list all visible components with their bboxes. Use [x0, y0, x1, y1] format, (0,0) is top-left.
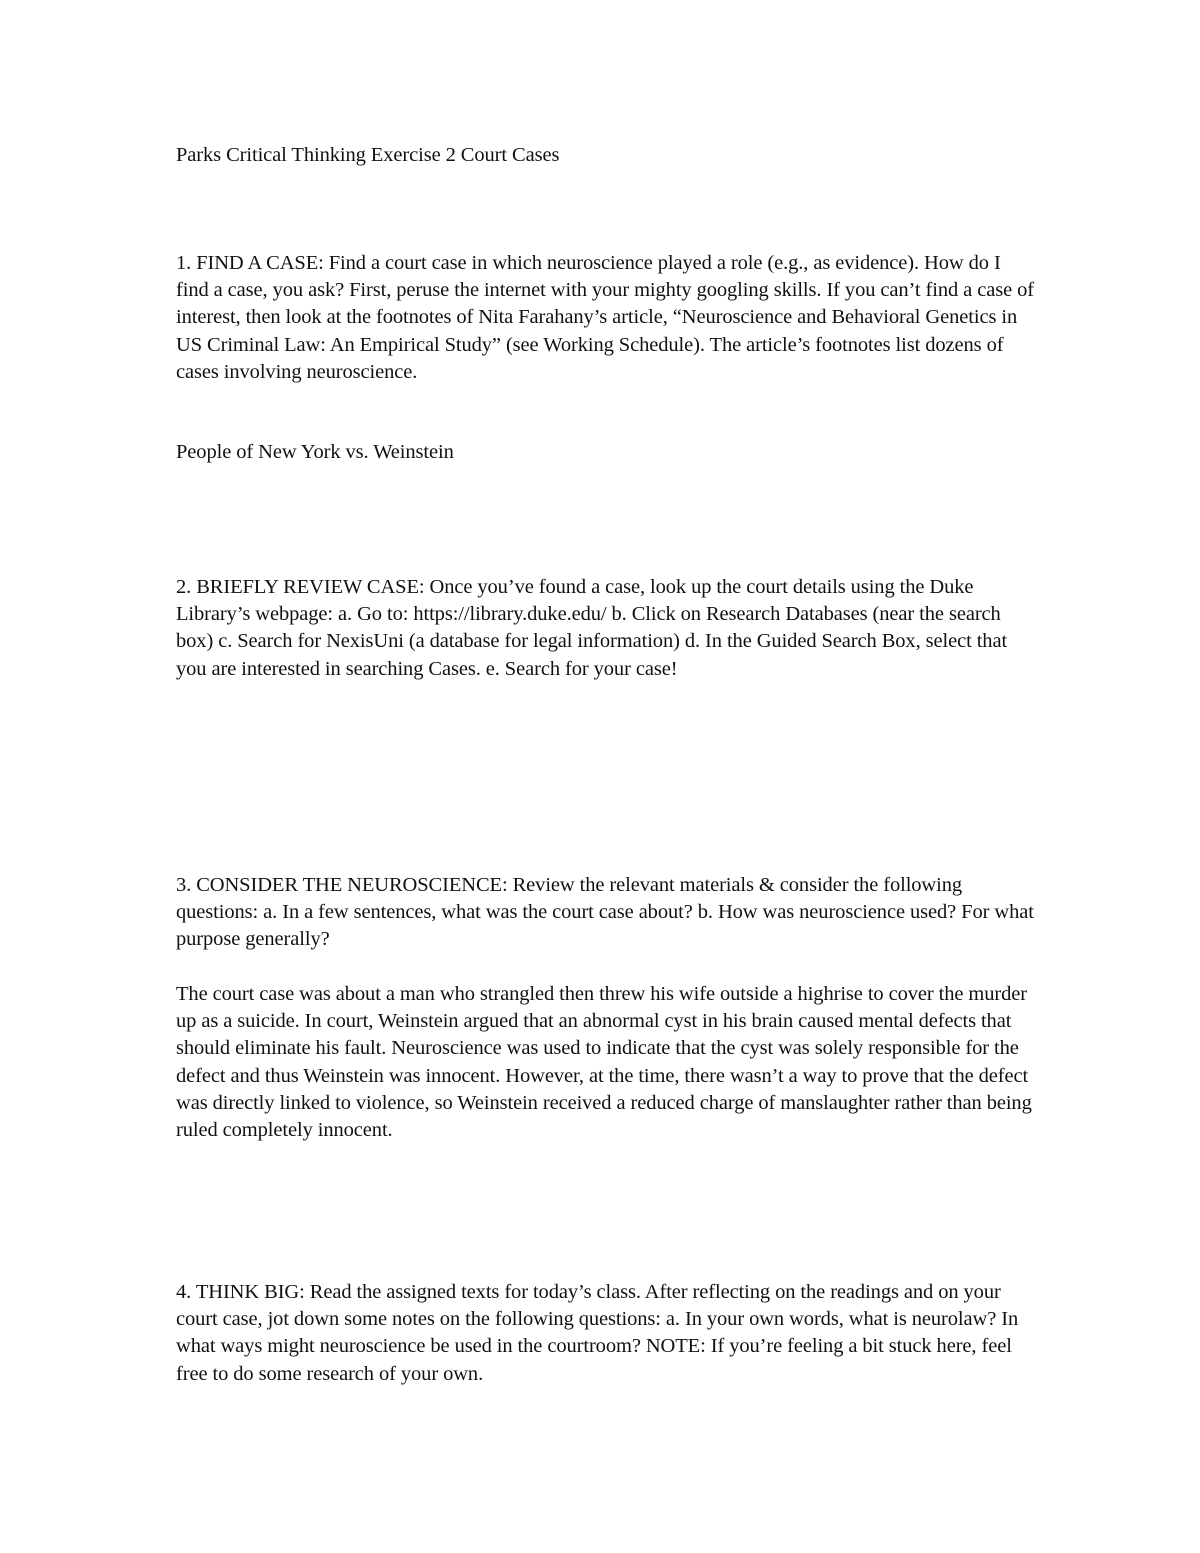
section-4-prompt: 4. THINK BIG: Read the assigned texts for today’s class. After reflecting on the readings and on your court case, jot down some notes on the following questions: a. In your own words, what is neurolaw? In what ways might neuroscience be used in the courtroom? NOTE: If you’re feeling a bit stuck here, feel free to do some research of your own. [176, 1281, 1019, 1385]
section-3-prompt: 3. CONSIDER THE NEUROSCIENCE: Review the relevant materials & consider the following questions: a. In a few sentences, what was the court case about? b. How was neuroscience used? For what purpose generally? [176, 874, 1034, 951]
section-3-answer: The court case was about a man who strangled then threw his wife outside a highrise to cover the murder up as a suicide. In court, Weinstein argued that an abnormal cyst in his brain caused mental defects that should eliminate his fault. Neuroscience was used to indicate that the cyst was solely responsible for the defect and thus Weinstein was innocent. However, at the time, there wasn’t a way to prove that the defect was directly linked to violence, so Weinstein received a reduced charge of manslaughter rather than being ruled completely innocent. [176, 983, 1032, 1142]
section-2-prompt: 2. BRIEFLY REVIEW CASE: Once you’ve found a case, look up the court details using the Duke Library’s webpage: a. Go to: https://library.duke.edu/ b. Click on Research Databases (near the search box) c. Search for NexisUni (a database for legal information) d. In the Guided Search Box, select that you are interested in searching Cases. e. Search for your case! [176, 576, 1008, 680]
document-title: Parks Critical Thinking Exercise 2 Court Cases [176, 144, 560, 166]
section-1-prompt: 1. FIND A CASE: Find a court case in which neuroscience played a role (e.g., as evidence). How do I find a case, you ask? First, peruse the internet with your mighty googling skills. If you can’t find a case of interest, then look at the footnotes of Nita Farahany’s article, “Neuroscience and Behavioral Genetics in US Criminal Law: An Empirical Study” (see Working Schedule). The article’s footnotes list dozens of cases involving neuroscience. [176, 252, 1034, 383]
section-1-answer: People of New York vs. Weinstein [176, 441, 454, 463]
